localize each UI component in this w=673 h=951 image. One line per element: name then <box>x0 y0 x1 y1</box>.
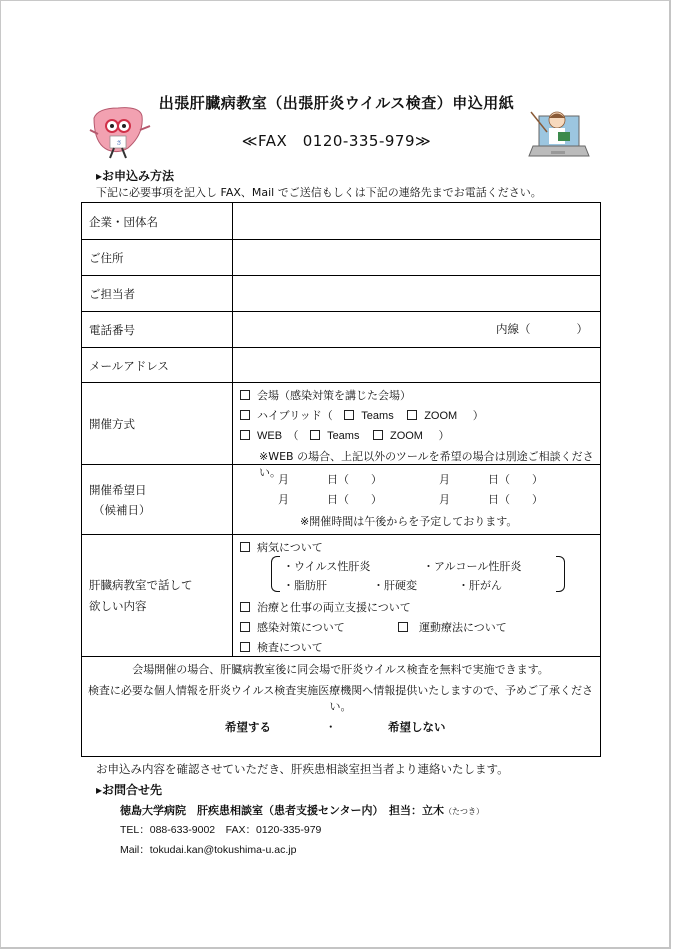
application-form-table <box>81 202 601 757</box>
date-note: ※開催時間は午後からを予定しております。 <box>300 515 518 528</box>
month-label: 月 <box>278 473 289 486</box>
row-divider <box>82 382 600 383</box>
company-name-field[interactable] <box>234 204 599 238</box>
checkbox-web-teams[interactable] <box>310 430 320 440</box>
option-label: ハイブリッド（ <box>257 409 333 422</box>
close-paren: ） <box>438 429 450 442</box>
disease-item: ・肝硬変 <box>373 579 417 592</box>
virus-test-yes-option[interactable]: 希望する <box>225 720 271 734</box>
left-bracket <box>271 556 280 592</box>
svg-text:さ: さ <box>116 140 123 147</box>
close-paren: ） <box>472 409 484 422</box>
method-heading: ▸お申込み方法 <box>96 169 175 183</box>
option-label: WEB （ <box>257 430 299 442</box>
checkbox-work-support[interactable] <box>240 602 250 612</box>
contact-person-field[interactable] <box>234 276 599 310</box>
format-option-web[interactable] <box>240 427 449 443</box>
date-candidate-1[interactable] <box>278 471 382 487</box>
checkbox-hybrid[interactable] <box>240 410 250 420</box>
checkbox-web[interactable] <box>240 430 250 440</box>
topic-exercise[interactable] <box>398 619 507 635</box>
topic-infection[interactable] <box>240 619 345 635</box>
topic-test[interactable] <box>240 639 323 655</box>
checkbox-web-zoom[interactable] <box>373 430 383 440</box>
candidate-date-label: （候補日） <box>93 503 151 517</box>
contact-heading: ▸お問合せ先 <box>96 783 163 797</box>
organization-name: 徳島大学病院 肝疾患相談室（患者支援センター内） 担当：立木 <box>120 804 445 817</box>
row-divider <box>82 656 600 657</box>
phone-field[interactable] <box>234 312 484 346</box>
checkbox-test[interactable] <box>240 642 250 652</box>
virus-test-info: 会場開催の場合、肝臓病教室後に同会場で肝炎ウイルス検査を無料で実施できます。 <box>132 663 549 676</box>
contact-phone-fax: TEL：088-633-9002 FAX：0120-335-979 <box>120 824 322 836</box>
sub-option-label: Teams <box>327 430 360 442</box>
virus-test-no-option[interactable]: 希望しない <box>388 720 446 734</box>
date-candidate-2[interactable] <box>439 471 543 487</box>
day-label: 日（ ） <box>327 473 382 486</box>
option-separator: ・ <box>325 720 337 734</box>
checkbox-hybrid-zoom[interactable] <box>407 410 417 420</box>
topic-disease[interactable] <box>240 539 323 555</box>
topics-label-line1: 肝臓病教室で話して <box>89 578 193 592</box>
format-option-hybrid[interactable] <box>240 407 484 423</box>
day-label: 日（ ） <box>488 493 543 506</box>
option-label: 病気について <box>257 541 323 554</box>
option-label: 運動療法について <box>419 621 507 634</box>
day-label: 日（ ） <box>327 493 382 506</box>
column-divider <box>232 203 233 656</box>
checkbox-exercise[interactable] <box>398 622 408 632</box>
checkbox-venue[interactable] <box>240 390 250 400</box>
method-instructions: 下記に必要事項を記入し FAX、Mail でご送信もしくは下記の連絡先までお電話ください。 <box>96 186 542 199</box>
email-field[interactable] <box>234 348 599 381</box>
sub-option-label: ZOOM <box>389 430 423 442</box>
row-divider <box>82 534 600 535</box>
option-label: 検査について <box>257 641 323 654</box>
month-label: 月 <box>439 473 450 486</box>
option-label: 会場（感染対策を講じた会場） <box>257 389 411 402</box>
fax-number-heading: ≪FAX 0120-335-979≫ <box>241 132 432 150</box>
day-label: 日（ ） <box>488 473 543 486</box>
month-label: 月 <box>439 493 450 506</box>
phone-label: 電話番号 <box>89 323 135 337</box>
option-label: 感染対策について <box>257 621 345 634</box>
topic-work-support[interactable] <box>240 599 411 615</box>
email-label: メールアドレス <box>89 359 169 373</box>
confirmation-note: お申込み内容を確認させていただき、肝疾患相談室担当者より連絡いたします。 <box>96 762 509 776</box>
name-reading: （たつき） <box>444 807 485 816</box>
disease-item: ・ウイルス性肝炎 <box>283 560 371 573</box>
contact-email[interactable]: Mail：tokudai.kan@tokushima-u.ac.jp <box>120 844 297 856</box>
page-title: 出張肝臓病教室（出張肝炎ウイルス検査）申込用紙 <box>158 94 515 112</box>
format-note: ※WEB の場合、上記以外のツールを希望の場合は別途ご相談ください。 <box>259 450 594 479</box>
company-name-label: 企業・団体名 <box>89 215 158 229</box>
topics-label-line2: 欲しい内容 <box>89 599 147 613</box>
format-label: 開催方式 <box>89 417 135 431</box>
sub-option-label: Teams <box>361 410 394 422</box>
sub-option-label: ZOOM <box>424 410 458 422</box>
extension-field[interactable]: 内線（ ） <box>496 322 588 336</box>
contact-organization <box>120 802 484 818</box>
address-field[interactable] <box>234 240 599 274</box>
contact-person-label: ご担当者 <box>89 287 135 301</box>
checkbox-hybrid-teams[interactable] <box>344 410 354 420</box>
preferred-date-label: 開催希望日 <box>89 483 147 497</box>
disease-item: ・肝がん <box>458 579 502 592</box>
option-label: 治療と仕事の両立支援について <box>257 601 411 614</box>
date-candidate-3[interactable] <box>278 491 382 507</box>
disease-item: ・脂肪肝 <box>283 579 327 592</box>
checkbox-disease[interactable] <box>240 542 250 552</box>
disease-item: ・アルコール性肝炎 <box>423 560 522 573</box>
address-label: ご住所 <box>89 251 124 265</box>
right-bracket <box>556 556 565 592</box>
checkbox-infection[interactable] <box>240 622 250 632</box>
virus-test-consent-note: 検査に必要な個人情報を肝炎ウイルス検査実施医療機関へ情報提供いたしますので、予めご了承ください。 <box>87 684 594 713</box>
month-label: 月 <box>278 493 289 506</box>
date-candidate-4[interactable] <box>439 491 543 507</box>
format-option-venue[interactable] <box>240 387 411 403</box>
